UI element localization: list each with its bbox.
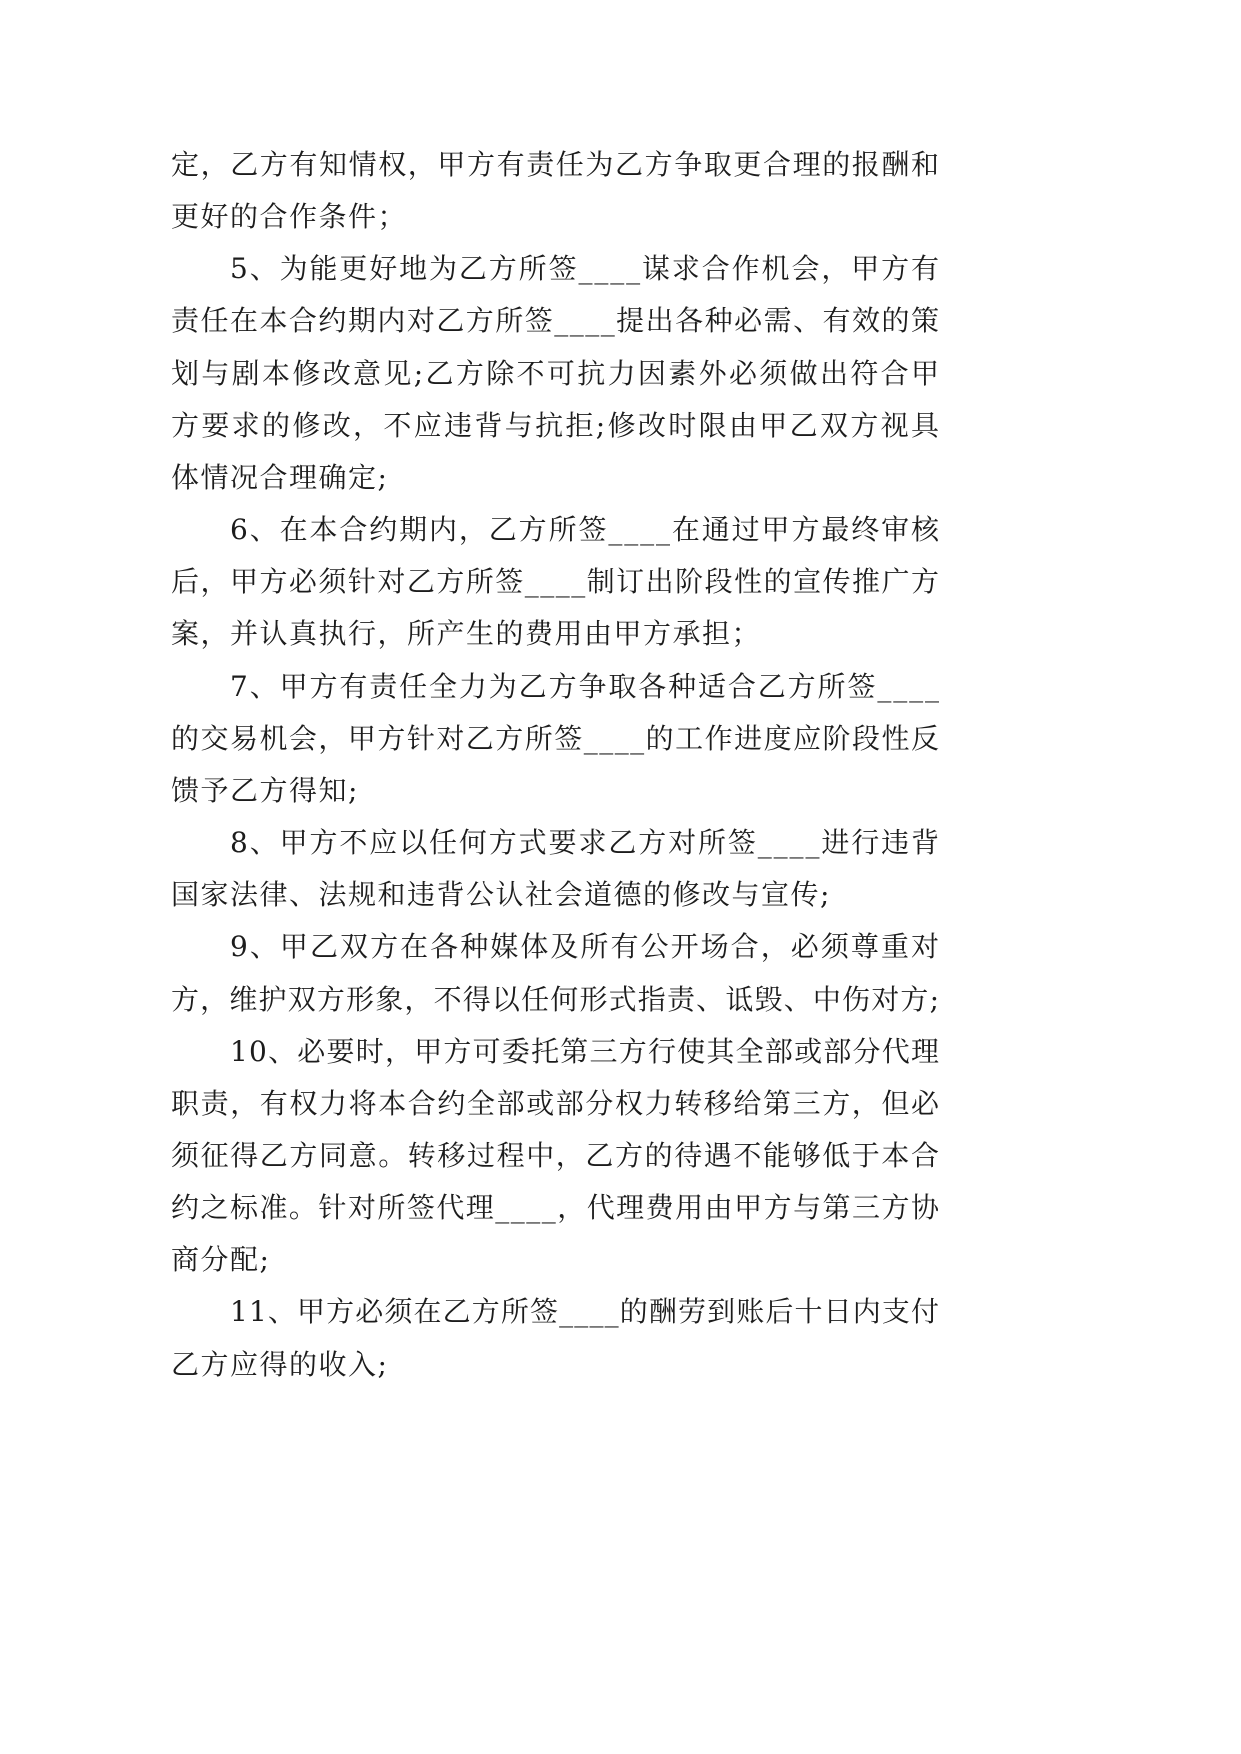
text-line: 约之标准。针对所签代理____，代理费用由甲方与第三方协 bbox=[171, 1191, 941, 1225]
text-line: 国家法律、法规和违背公认社会道德的修改与宣传; bbox=[171, 878, 831, 912]
text-line: 责任在本合约期内对乙方所签____提出各种必需、有效的策 bbox=[171, 304, 941, 338]
text-line: 后，甲方必须针对乙方所签____制订出阶段性的宣传推广方 bbox=[171, 565, 941, 599]
clause-paragraph-11 bbox=[171, 1286, 939, 1390]
text-line: 方，维护双方形象，不得以任何形式指责、诋毁、中伤对方; bbox=[171, 982, 941, 1016]
text-line: 的交易机会，甲方针对乙方所签____的工作进度应阶段性反 bbox=[171, 721, 941, 755]
text-line: 10、必要时，甲方可委托第三方行使其全部或部分代理 bbox=[230, 1034, 941, 1068]
clause-paragraph-8 bbox=[171, 817, 939, 921]
clause-paragraph-9 bbox=[171, 921, 942, 1025]
clause-paragraph-7 bbox=[171, 661, 939, 817]
text-line: 案，并认真执行，所产生的费用由甲方承担； bbox=[171, 617, 762, 651]
text-line: 11、甲方必须在乙方所签____的酬劳到账后十日内支付 bbox=[230, 1295, 941, 1329]
text-line: 7、甲方有责任全力为乙方争取各种适合乙方所签____ bbox=[230, 669, 941, 703]
text-line: 体情况合理确定; bbox=[171, 460, 389, 494]
text-line: 方要求的修改，不应违背与抗拒;修改时限由甲乙双方视具 bbox=[171, 408, 942, 442]
text-line: 6、在本合约期内，乙方所签____在通过甲方最终审核 bbox=[230, 513, 941, 547]
text-line: 划与剧本修改意见;乙方除不可抗力因素外必须做出符合甲 bbox=[171, 356, 942, 390]
text-line: 须征得乙方同意。转移过程中，乙方的待遇不能够低于本合 bbox=[171, 1138, 941, 1172]
clause-paragraph-10 bbox=[171, 1026, 939, 1287]
text-line: 馈予乙方得知; bbox=[171, 773, 359, 807]
text-line: 9、甲乙双方在各种媒体及所有公开场合，必须尊重对 bbox=[230, 930, 942, 964]
text-line: 定，乙方有知情权，甲方有责任为乙方争取更合理的报酬和 bbox=[171, 148, 941, 181]
text-line: 5、为能更好地为乙方所签____谋求合作机会，甲方有 bbox=[230, 252, 941, 286]
continued-paragraph bbox=[171, 139, 939, 243]
text-line: 8、甲方不应以任何方式要求乙方对所签____进行违背 bbox=[230, 826, 941, 860]
clause-paragraph-6 bbox=[171, 504, 939, 660]
clause-paragraph-5 bbox=[171, 243, 942, 504]
document-body bbox=[171, 139, 942, 1391]
text-line: 职责，有权力将本合约全部或部分权力转移给第三方，但必 bbox=[171, 1086, 941, 1120]
text-line: 乙方应得的收入; bbox=[171, 1347, 389, 1381]
text-line: 商分配; bbox=[171, 1243, 271, 1277]
text-line: 更好的合作条件； bbox=[171, 200, 408, 234]
